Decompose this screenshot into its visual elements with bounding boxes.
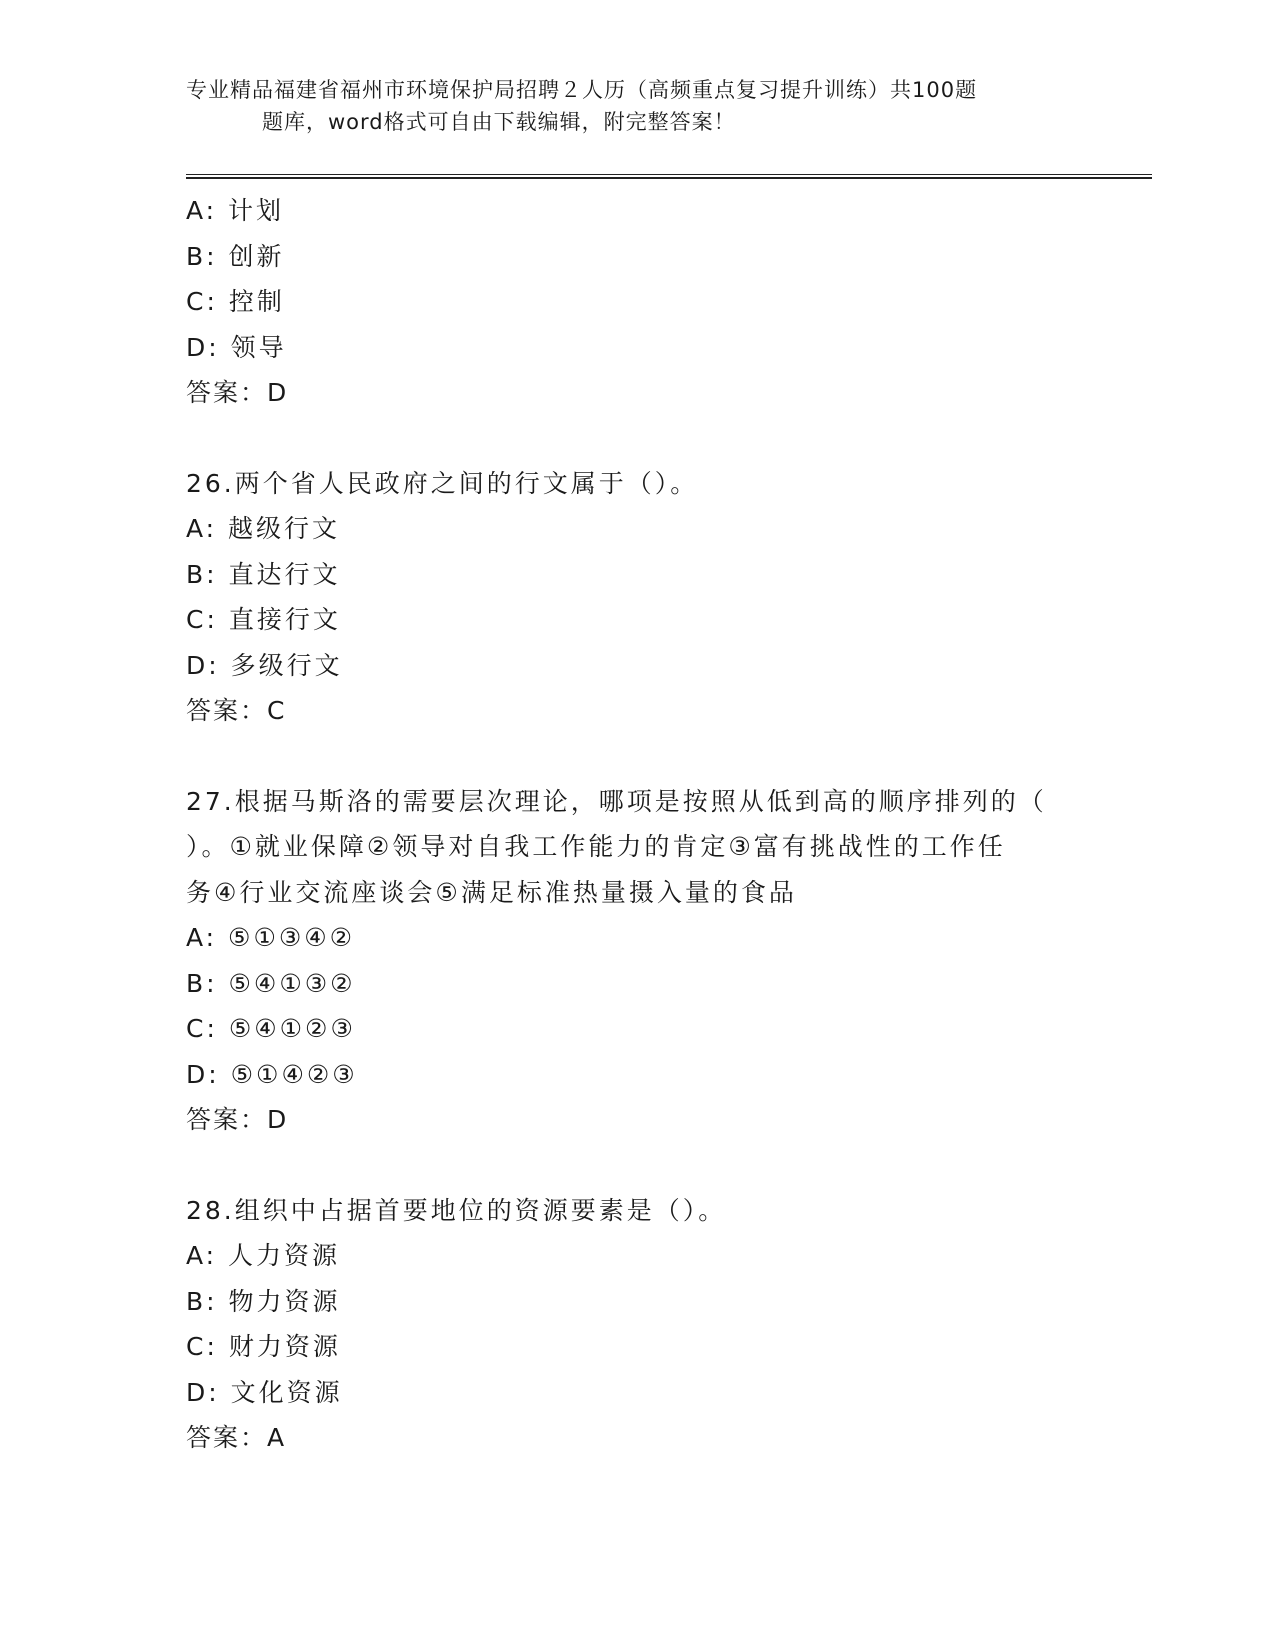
answer-label: 答案： xyxy=(186,1105,268,1134)
question-27 xyxy=(186,779,1086,1143)
question-text-line-2: ）。①就业保障②领导对自我工作能力的肯定③富有挑战性的工作任 xyxy=(186,832,1006,861)
option-d: D: 多级行文 xyxy=(186,650,343,680)
header-line-2: 题库，word格式可自由下载编辑，附完整答案！ xyxy=(262,110,736,134)
option-d: D: 文化资源 xyxy=(186,1377,343,1407)
question-28 xyxy=(186,1188,1086,1461)
option-c: C: ⑤④①②③ xyxy=(186,1014,356,1043)
option-b: B: ⑤④①③② xyxy=(186,968,356,998)
option-a: A: 人力资源 xyxy=(186,1241,341,1270)
option-a: A: ⑤①③④② xyxy=(186,923,356,952)
header-line-1: 专业精品福建省福州市环境保护局招聘２人历（高频重点复习提升训练）共100题 xyxy=(186,78,978,102)
option-c: C: 直接行文 xyxy=(186,605,341,634)
option-b: B: 创新 xyxy=(186,241,285,271)
option-c: C: 财力资源 xyxy=(186,1332,341,1361)
answer-line xyxy=(186,370,1086,416)
question-text-line-3: 务④行业交流座谈会⑤满足标准热量摄入量的食品 xyxy=(186,877,797,907)
answer-value: D xyxy=(267,378,289,407)
option-d: D: ⑤①④②③ xyxy=(186,1059,358,1089)
option-a: A: 计划 xyxy=(186,196,285,225)
option-d: D: 领导 xyxy=(186,332,287,362)
page-header xyxy=(186,74,1086,138)
option-b: B: 物力资源 xyxy=(186,1286,341,1316)
answer-value: D xyxy=(267,1105,289,1134)
answer-label: 答案： xyxy=(186,378,268,407)
question-text-line-1: 27.根据马斯洛的需要层次理论，哪项是按照从低到高的顺序排列的（ xyxy=(186,786,1047,816)
answer-line xyxy=(186,1415,1086,1461)
answer-line xyxy=(186,1097,1086,1143)
question-text: 26.两个省人民政府之间的行文属于（）。 xyxy=(186,468,699,498)
question-25 xyxy=(186,188,1086,416)
answer-value: C xyxy=(267,696,287,725)
option-a: A: 越级行文 xyxy=(186,514,341,543)
answer-label: 答案： xyxy=(186,696,268,725)
answer-label: 答案： xyxy=(186,1423,268,1452)
header-divider-thick xyxy=(186,177,1152,179)
answer-line xyxy=(186,688,1086,734)
answer-value: A xyxy=(267,1423,287,1452)
question-26 xyxy=(186,461,1086,734)
option-b: B: 直达行文 xyxy=(186,559,341,589)
header-divider-thin xyxy=(186,174,1152,175)
question-text: 28.组织中占据首要地位的资源要素是（）。 xyxy=(186,1195,727,1225)
option-c: C: 控制 xyxy=(186,287,285,316)
question-list xyxy=(186,188,1086,1461)
